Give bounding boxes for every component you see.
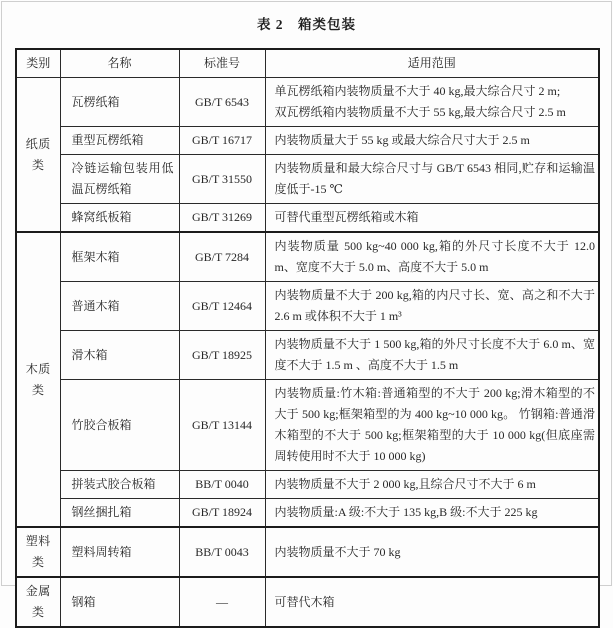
name-cell: 钢丝捆扎箱 xyxy=(60,499,179,528)
scope-cell: 内装物质量和最大综合尺寸与 GB/T 6543 相同,贮存和运输温度低于-15 ℃ xyxy=(265,155,599,204)
name-cell: 竹胶合板箱 xyxy=(60,380,179,471)
scope-cell: 可替代重型瓦楞纸箱或木箱 xyxy=(265,204,599,233)
standard-cell: GB/T 18924 xyxy=(179,499,265,528)
scope-cell: 内装物质量 500 kg~40 000 kg,箱的外尺寸长度不大于 12.0 m、宽度不大于 5.0 m、高度不大于 5.0 m xyxy=(265,232,599,282)
table-row xyxy=(16,155,599,204)
table-row xyxy=(16,527,599,577)
name-cell: 塑料周转箱 xyxy=(60,527,179,577)
name-cell: 框架木箱 xyxy=(60,232,179,282)
scope-cell: 内装物质量大于 55 kg 或最大综合尺寸大于 2.5 m xyxy=(265,127,599,155)
standard-cell: GB/T 31550 xyxy=(179,155,265,204)
name-cell: 冷链运输包装用低温瓦楞纸箱 xyxy=(60,155,179,204)
name-cell: 重型瓦楞纸箱 xyxy=(60,127,179,155)
scope-cell: 内装物质量:A 级:不大于 135 kg,B 级:不大于 225 kg xyxy=(265,499,599,528)
standard-cell: GB/T 7284 xyxy=(179,232,265,282)
category-cell: 纸质类 xyxy=(16,78,60,233)
standard-cell: GB/T 16717 xyxy=(179,127,265,155)
header-standard: 标准号 xyxy=(179,49,265,78)
name-cell: 蜂窝纸板箱 xyxy=(60,204,179,233)
table-header xyxy=(16,49,599,78)
scope-cell: 内装物质量不大于 70 kg xyxy=(265,527,599,577)
table-row xyxy=(16,499,599,528)
name-cell: 钢箱 xyxy=(60,577,179,627)
standard-cell: GB/T 31269 xyxy=(179,204,265,233)
table-row xyxy=(16,577,599,627)
scope-cell: 内装物质量不大于 200 kg,箱的内尺寸长、宽、高之和不大于 2.6 m 或体积不大于 1 m³ xyxy=(265,282,599,331)
table-row xyxy=(16,331,599,380)
name-cell: 普通木箱 xyxy=(60,282,179,331)
standard-cell: GB/T 18925 xyxy=(179,331,265,380)
category-cell: 木质类 xyxy=(16,232,60,527)
header-scope: 适用范围 xyxy=(265,49,599,78)
category-cell: 金属类 xyxy=(16,577,60,627)
scope-cell: 内装物质量不大于 2 000 kg,且综合尺寸不大于 6 m xyxy=(265,471,599,499)
table-row xyxy=(16,380,599,471)
table-row xyxy=(16,471,599,499)
standard-cell: BB/T 0043 xyxy=(179,527,265,577)
table-body xyxy=(16,78,599,628)
packaging-standards-table xyxy=(15,48,600,628)
standard-cell: BB/T 0040 xyxy=(179,471,265,499)
table-row xyxy=(16,78,599,127)
header-category: 类别 xyxy=(16,49,60,78)
name-cell: 拼装式胶合板箱 xyxy=(60,471,179,499)
standard-cell: GB/T 13144 xyxy=(179,380,265,471)
name-cell: 瓦楞纸箱 xyxy=(60,78,179,127)
standard-cell: GB/T 12464 xyxy=(179,282,265,331)
scope-cell: 单瓦楞纸箱内装物质量不大于 40 kg,最大综合尺寸 2 m; 双瓦楞纸箱内装物质量不大于 55 kg,最大综合尺寸 2.5 m xyxy=(265,78,599,127)
scope-cell: 内装物质量不大于 1 500 kg,箱的外尺寸长度不大于 6.0 m、宽度不大于 1.5 m 、高度不大于 1.5 m xyxy=(265,331,599,380)
table-row xyxy=(16,127,599,155)
header-name: 名称 xyxy=(60,49,179,78)
name-cell: 滑木箱 xyxy=(60,331,179,380)
table-row xyxy=(16,232,599,282)
table-row xyxy=(16,204,599,233)
scope-cell: 内装物质量:竹木箱:普通箱型的不大于 200 kg;滑木箱型的不大于 500 kg;框架箱型的为 400 kg~10 000 kg。 竹钢箱:普通滑木箱型的不大于 500 kg;框架箱型的大于 10 000 kg(但底座需周转使用时不大于 10 000 kg) xyxy=(265,380,599,471)
category-cell: 塑料类 xyxy=(16,527,60,577)
standard-cell: GB/T 6543 xyxy=(179,78,265,127)
standard-cell: — xyxy=(179,577,265,627)
table-row xyxy=(16,282,599,331)
scope-cell: 可替代木箱 xyxy=(265,577,599,627)
header-row xyxy=(16,49,599,78)
table-title: 表 2 箱类包装 xyxy=(256,17,357,32)
